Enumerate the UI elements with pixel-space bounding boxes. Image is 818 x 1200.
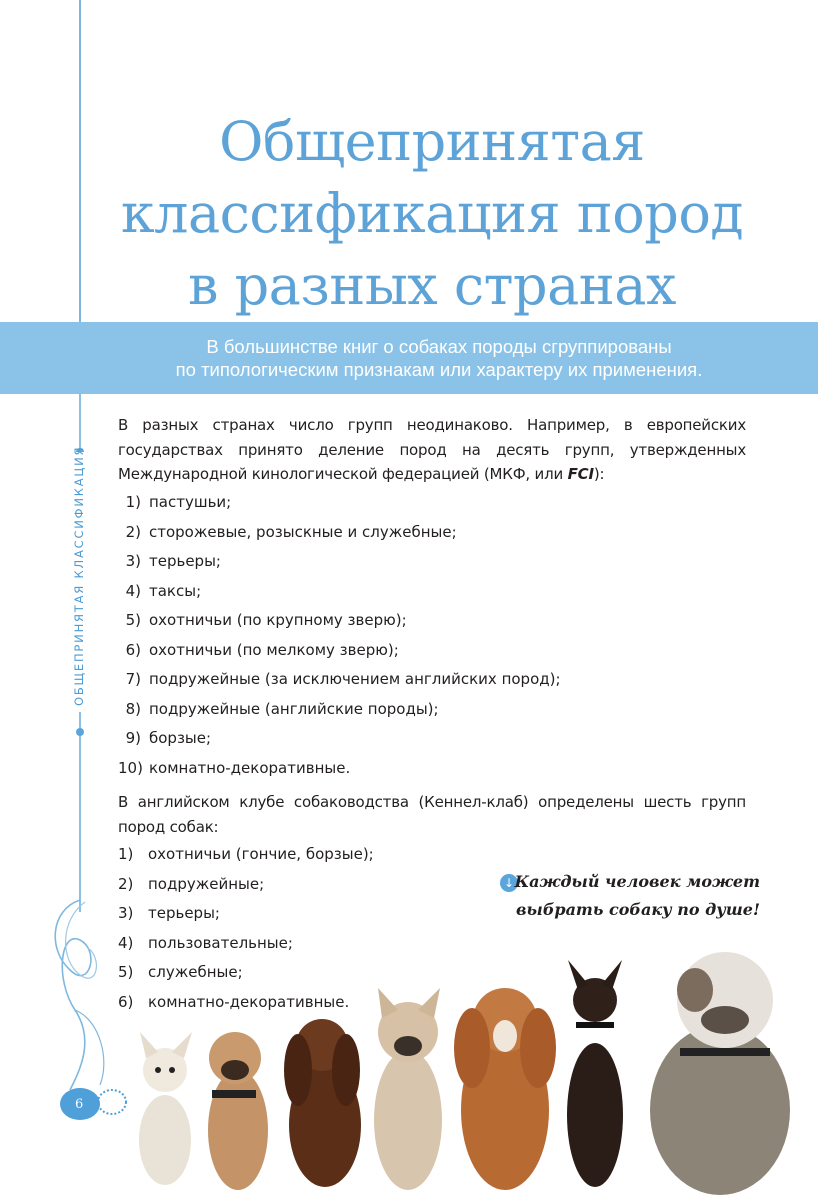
list-item-label: терьеры; bbox=[149, 552, 221, 570]
list-item bbox=[118, 842, 374, 872]
intro-end: ): bbox=[593, 465, 605, 483]
puppy-figure bbox=[208, 1032, 268, 1190]
intro-paragraph bbox=[118, 413, 746, 487]
list-item-number: 3) bbox=[118, 904, 134, 922]
lead-line-2: по типологическим признакам или характеру их применения. bbox=[175, 359, 703, 380]
list-item bbox=[118, 638, 561, 668]
caption-line-2: выбрать собаку по душе! bbox=[516, 900, 760, 919]
list-item-label: терьеры; bbox=[148, 904, 220, 922]
bullet-dot-bottom bbox=[76, 728, 84, 736]
spaniel-figure bbox=[454, 988, 556, 1190]
list-item-label: подружейные; bbox=[148, 874, 265, 893]
list-item-label: охотничьи (по крупному зверю); bbox=[149, 611, 407, 629]
list-item-label: борзые; bbox=[149, 729, 212, 747]
caption-line-1: Каждый человек может bbox=[514, 872, 760, 891]
fci-group-list bbox=[118, 490, 561, 785]
list-item-number: 1) bbox=[125, 493, 141, 511]
list-item-label: комнатно-декоративные. bbox=[148, 992, 350, 1011]
list-item-label: пастушьи; bbox=[149, 493, 232, 511]
list-item-number: 5) bbox=[125, 611, 141, 629]
fci-abbreviation: FCI bbox=[567, 465, 594, 483]
list-item-label: служебные; bbox=[148, 963, 243, 981]
list-item-number: 6) bbox=[125, 640, 141, 659]
list-item-number: 8) bbox=[125, 699, 141, 718]
kennel-paragraph: В английском клубе собаководства (Кеннел-клаб) определены шесть групп пород собак: bbox=[118, 793, 746, 836]
list-item-number: 1) bbox=[118, 845, 134, 863]
french-bulldog-figure bbox=[374, 988, 442, 1190]
title-line-3: в разных странах bbox=[188, 254, 676, 317]
list-item-number: 2) bbox=[118, 874, 134, 893]
list-item bbox=[118, 520, 561, 550]
bulldog-figure bbox=[650, 952, 790, 1195]
list-item-number: 6) bbox=[118, 992, 134, 1011]
list-item-number: 4) bbox=[125, 581, 141, 600]
list-item bbox=[118, 697, 561, 727]
list-item-label: пользовательные; bbox=[148, 933, 293, 952]
list-item bbox=[118, 608, 561, 638]
page-number: 6 bbox=[75, 1097, 84, 1112]
title-line-2: классификация пород bbox=[120, 182, 744, 245]
list-item-label: таксы; bbox=[149, 581, 202, 600]
dachshund-figure bbox=[284, 1019, 361, 1187]
list-item-label: подружейные (за исключением английских пород); bbox=[149, 670, 561, 688]
list-item-label: охотничьи (по мелкому зверю); bbox=[149, 640, 399, 659]
list-item bbox=[118, 490, 561, 520]
list-item-number: 7) bbox=[125, 670, 141, 688]
list-item-number: 9) bbox=[125, 729, 141, 747]
chihuahua-figure bbox=[139, 1032, 192, 1185]
intro-text: В разных странах число групп неодинаково. Например, в европейских государствах принято деление пород на десять групп, утвержденных Международной кинологической федерацией (МКФ, или bbox=[118, 416, 746, 483]
dogs-photo bbox=[110, 940, 810, 1200]
list-item bbox=[118, 726, 561, 756]
list-item bbox=[118, 756, 561, 786]
list-item-label: подружейные (английские породы); bbox=[149, 699, 439, 718]
arrow-down-icon: ↓ bbox=[500, 874, 518, 892]
pinscher-figure bbox=[567, 960, 623, 1187]
lead-line-1: В большинстве книг о собаках породы сгруппированы bbox=[206, 336, 672, 357]
page-title bbox=[82, 106, 782, 322]
list-item bbox=[118, 579, 561, 609]
title-line-1: Общепринятая bbox=[219, 110, 645, 173]
running-head: ОБЩЕПРИНЯТАЯ КЛАССИФИКАЦИЯ bbox=[72, 452, 86, 712]
list-item-number: 3) bbox=[125, 552, 141, 570]
list-item bbox=[118, 872, 374, 902]
list-item-label: охотничьи (гончие, борзые); bbox=[148, 845, 374, 863]
list-item-number: 2) bbox=[125, 522, 141, 541]
list-item bbox=[118, 549, 561, 579]
lead-band bbox=[0, 322, 818, 394]
photo-caption bbox=[500, 868, 760, 924]
list-item-number: 5) bbox=[118, 963, 134, 981]
list-item-label: комнатно-декоративные. bbox=[149, 758, 351, 777]
list-item bbox=[118, 667, 561, 697]
list-item-number: 4) bbox=[118, 933, 134, 952]
list-item bbox=[118, 901, 374, 931]
list-item-label: сторожевые, розыскные и служебные; bbox=[149, 522, 457, 541]
list-item-number: 10) bbox=[118, 758, 143, 777]
